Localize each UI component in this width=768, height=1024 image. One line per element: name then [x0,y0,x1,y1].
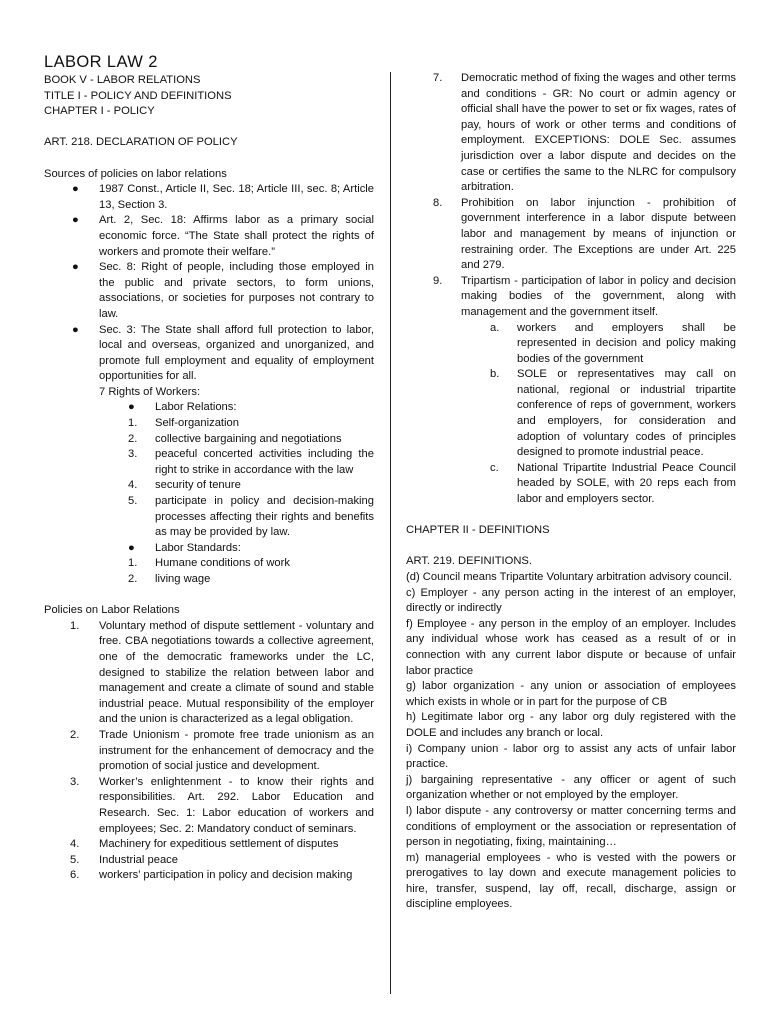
list-item: 1. Humane conditions of work [128,557,290,570]
list-item: 4. security of tenure [128,479,241,492]
title-heading: TITLE I - POLICY AND DEFINITIONS [44,89,232,102]
definition-paragraph: h) Legitimate labor org - any labor org duly registered with the DOLE and includes any branch or local. [406,711,736,739]
list-item: 5. Industrial peace [70,853,178,866]
list-item: ● Sec. 8: Right of people, including those employed in the public and private sectors, to form unions, associations, or societies for purposes not contrary to law. [72,261,374,320]
list-item: 2. collective bargaining and negotiations [128,432,342,445]
list-item: 6. workers’ participation in policy and decision making [70,869,353,882]
rights-list [44,400,374,587]
article-218-heading: ART. 218. DECLARATION OF POLICY [44,136,238,149]
document-title: LABOR LAW 2 [44,53,158,71]
definition-paragraph: l) labor dispute - any controversy or matter concerning terms and conditions of employment or the association or representation of person in negotiating, fixing, maintaining… [406,804,736,849]
list-item: 9. Tripartism - participation of labor in policy and decision making bodies of the government, along with management and the government itself. [433,274,736,318]
list-item: 5. participate in policy and decision-making processes affecting their rights and benefits as may be provided by law. [128,495,374,539]
column-divider [390,72,391,994]
sources-list [44,182,374,385]
list-item: ● Sec. 3: The State shall afford full protection to labor, local and overseas, organized and unorganized, and promote full employment and equality of employment opportunities for all. [72,323,374,383]
list-item: b. SOLE or representatives may call on national, regional or industrial tripartite conference of reps of government, workers and employers, for consideration and adoption of voluntary codes of principles designed to promote industrial peace. [490,368,736,459]
definitions-list [406,570,736,913]
definition-paragraph: c) Employer - any person acting in the interest of an employer, directly or indirectly [406,586,736,615]
policies-list-continued [406,71,736,321]
list-item: 8. Prohibition on labor injunction - prohibition of government interference in a labor dispute between labor and management by means of injunction or restraining order. The Exceptions are under Art. 225 and 279. [433,196,736,272]
list-item: ● Labor Relations: [128,401,237,414]
list-item: ● 1987 Const., Article II, Sec. 18; Article III, sec. 8; Article 13, Section 3. [72,183,374,211]
book-heading: BOOK V - LABOR RELATIONS [44,74,201,86]
list-item: 3. peaceful concerted activities including the right to strike in accordance with the law [128,448,374,476]
article-219-heading: ART. 219. DEFINITIONS. [406,555,532,568]
list-item: 4. Machinery for expeditious settlement of disputes [70,838,339,851]
definition-paragraph: (d) Council means Tripartite Voluntary arbitration advisory council. [406,571,732,583]
list-item: a. workers and employers shall be represented in decision and policy making bodies of the government [490,321,736,365]
list-item: ● Art. 2, Sec. 18: Affirms labor as a primary social economic force. “The State shall protect the rights of workers and promote their welfare.” [72,214,374,258]
definition-paragraph: f) Employee - any person in the employ of an employer. Includes any individual whose work has ceased as a result of or in connection with any current labor dispute or because of unfair labor practice [406,617,736,677]
list-item: 2. Trade Unionism - promote free trade unionism as an instrument for the enhancement of democracy and the promotion of social justice and development. [70,728,374,773]
list-item: c. National Tripartite Industrial Peace Council headed by SOLE, with 20 reps each from labor and employers sector. [490,461,736,506]
left-column [44,52,374,884]
sources-heading: Sources of policies on labor relations [44,167,227,180]
list-item: 1. Voluntary method of dispute settlement - voluntary and free. CBA negotiations towards a collective agreement, one of the democratic frameworks under the LC, designed to stabilize the relation between labor and management and create a climate of sound and stable industrial peace. Mutual responsibility of the employer and the union is characterized as a legal obligation. [70,619,374,726]
tripartism-list [406,321,736,508]
chapter-2-heading: CHAPTER II - DEFINITIONS [406,524,550,537]
right-column [406,71,736,913]
list-item: 1. Self-organization [128,417,239,430]
list-item: 2. living wage [128,573,211,585]
policies-list [44,619,374,884]
chapter-heading: CHAPTER I - POLICY [44,105,155,118]
definition-paragraph: j) bargaining representative - any officer or agent of such organization whether or not employed by the employer. [406,773,736,802]
definition-paragraph: i) Company union - labor org to assist any acts of unfair labor practice. [406,742,736,771]
rights-heading: 7 Rights of Workers: [99,385,201,398]
definition-paragraph: m) managerial employees - who is vested with the powers or prerogatives to lay down and execute management policies to hire, transfer, suspend, lay off, recall, discharge, assign or discipline employees. [406,851,736,911]
list-item: 3. Worker’s enlightenment - to know their rights and responsibilities. Art. 292. Labor Education and Research. Sec. 1: Labor education of workers and employees; Sec. 2: Mandatory conduct of seminars. [70,775,374,835]
definition-paragraph: g) labor organization - any union or association of employees which exists in whole or in part for the purpose of CB [406,680,736,708]
list-item: ● Labor Standards: [128,541,241,554]
list-item: 7. Democratic method of fixing the wages and other terms and conditions - GR: No court or admin agency or official shall have the power to set or fix wages, rates of pay, hours of work or other terms and conditions of employment. EXCEPTIONS: DOLE Sec. assumes jurisdiction over a labor dispute and decides on the case or certifies the same to the NLRC for compulsory arbitration. [433,72,736,194]
policies-heading: Policies on Labor Relations [44,604,180,617]
